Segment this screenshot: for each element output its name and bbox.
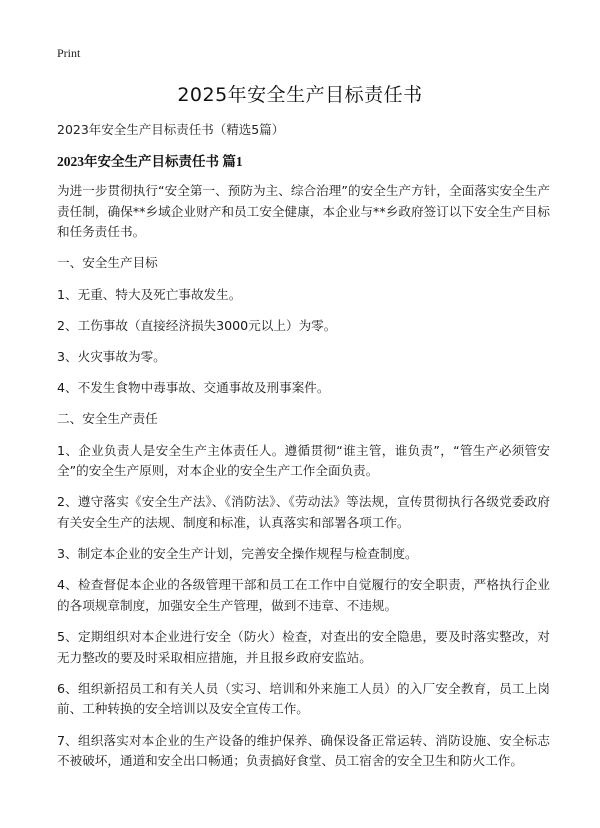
paragraph-responsibility-5: 5、定期组织对本企业进行安全（防火）检查，对查出的安全隐患，要及时落实整改，对无力整改的要及时采取相应措施，并且报乡政府安监站。 [57,629,550,665]
paragraph-responsibility-7: 7、组织落实对本企业的生产设备的维护保养、确保设备正常运转、消防设施、安全标志不被破坏，通道和安全出口畅通；负责搞好食堂、员工宿舍的安全卫生和防火工作。 [57,732,550,769]
paragraph-responsibility-4: 4、检查督促本企业的各级管理干部和员工在工作中自觉履行的安全职责，严格执行企业的各项规章制度，加强安全生产管理，做到不违章、不违规。 [57,577,550,613]
document-body [57,181,550,782]
document-title: 2025年安全生产目标责任书 [177,84,423,106]
paragraph-target-3: 3、火灾事故为零。 [57,348,166,364]
paragraph-responsibility-1: 1、企业负责人是安全生产主体责任人。遵循贯彻“谁主管，谁负责”，“管生产必须管安全”的安全生产原则，对本企业的安全生产工作全面负责。 [57,442,550,479]
paragraph-responsibility-6: 6、组织新招员工和有关人员（实习、培训和外来施工人员）的入厂安全教育，员工上岗前、工种转换的安全培训以及安全宣传工作。 [57,680,550,717]
paragraph-target-2: 2、工伤事故（直接经济损失3000元以上）为零。 [57,317,337,333]
heading-safety-targets: 一、安全生产目标 [57,255,158,271]
paragraph-responsibility-3: 3、制定本企业的安全生产计划，完善安全操作规程与检查制度。 [57,546,418,562]
section-heading: 2023年安全生产目标责任书 篇1 [57,154,243,169]
paragraph-responsibility-2: 2、遵守落实《安全生产法》、《消防法》、《劳动法》等法规，宣传贯彻执行各级党委政府有关安全生产的法规、制度和标准，认真落实和部署各项工作。 [57,494,550,530]
document-subtitle: 2023年安全生产目标责任书（精选5篇） [57,122,285,137]
heading-safety-responsibilities: 二、安全生产责任 [57,411,158,427]
paragraph-target-1: 1、无重、特大及死亡事故发生。 [57,286,242,302]
print-label: Print [57,46,81,60]
paragraph-intro: 为进一步贯彻执行“安全第一、预防为主、综合治理”的安全生产方针，全面落实安全生产责任制，确保**乡域企业财产和员工安全健康，本企业与**乡政府签订以下安全生产目标和任务责任书。 [57,183,550,240]
paragraph-target-4: 4、不发生食物中毒事故、交通事故及刑事案件。 [57,380,330,396]
